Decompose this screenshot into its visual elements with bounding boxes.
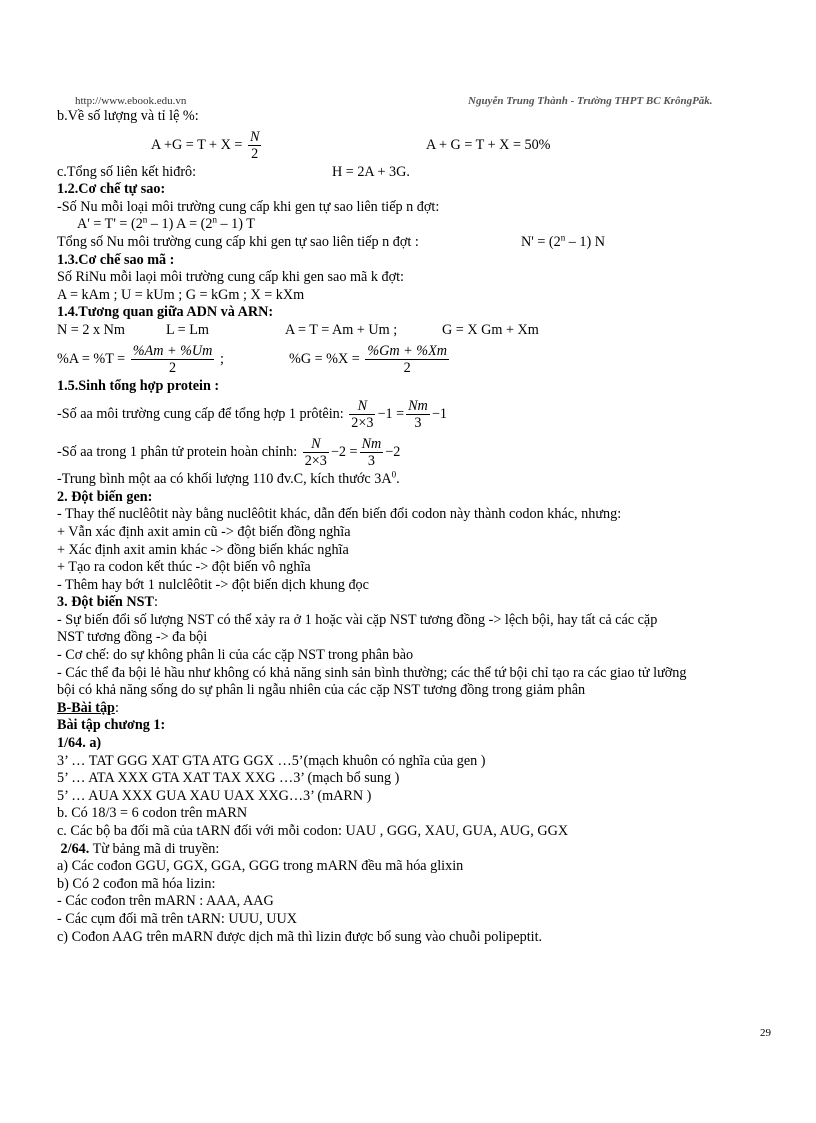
text-line: -Số Nu mỗi loại môi trường cung cấp khi gen tự sao liên tiếp n đợt: [57,198,440,215]
page-number: 29 [760,1027,771,1039]
section-heading: 1.2.Cơ chế tự sao: [57,181,166,198]
text-line: $A' = T' = (2^n - 1) A = (2^n - 1)$ T [77,214,255,233]
subsection-heading: Bài tập chương 1: [57,717,166,734]
text-line: N = 2 x Nm L = Lm A = T = Am + Um ; G = X Gm + Xm [57,321,539,338]
section-heading: B-Bài tập: [57,699,119,716]
text-line: - Các thể đa bội lẻ hầu như không có khả năng sinh sản bình thường; các thể tứ bội chỉ tạo ra các giao tử lưỡng [57,664,687,681]
text-line: b.Về số lượng và tỉ lệ %: [57,108,199,124]
fraction: $\frac{N}{2\times 3}$ [351,398,374,432]
text-line: 5’ … AUA XXX GUA XAU UAX XXG…3’ (mARN ) [57,787,372,804]
text-line: c.Tổng số liên kết hiđrô: H = 2A + 3G. [57,163,410,180]
text-line: 5’ … ATA XXX GTA XAT TAX XXG …3’ (mạch bổ sung ) [57,770,400,787]
fraction: $\frac{Nm}{3}$ [361,436,382,470]
text-line: + Xác định axit amin khác -> đồng biến khác nghĩa [57,541,349,558]
text-line: a) Các cođon GGU, GGX, GGA, GGG trong mARN đều mã hóa glixin [57,858,464,875]
section-heading: 2. Đột biến gen: [57,488,153,505]
exercise-heading: 1/64. a) [57,735,102,752]
section-heading: 1.3.Cơ chế sao mã : [57,251,175,268]
section-heading: 3. Đột biến NST: [57,594,158,611]
text-line: + Vẫn xác định axit amin cũ -> đột biến đồng nghĩa [57,523,351,540]
text-line: NST tương đồng -> đa bội [57,629,208,646]
formula-lhs: A +G = T + X = $\frac{N}{2}$ [151,128,260,162]
content [57,108,787,946]
text-line: Số RiNu mỗi laọi môi trường cung cấp khi gen sao mã k đợt: [57,269,404,286]
text-line: c) Cođon AAG trên mARN được dịch mã thì lizin được bổ sung vào chuỗi polipeptit. [57,928,543,945]
text-line: - Sự biến đổi số lượng NST có thể xảy ra ở 1 hoặc vài cặp NST tương đồng -> lệch bội, hay tất cả các cặp [57,611,658,628]
text-line: - Các cođon trên mARN : AAA, AAG [57,893,274,910]
text-line: - Các cụm đối mã trên tARN: UUU, UUX [57,910,297,927]
section-heading: 1.4.Tương quan giữa ADN và ARN: [57,304,274,321]
fraction: $\frac{N}{2}$ [249,128,260,162]
exercise-heading: 2/64. Từ bảng mã di truyền: [60,840,220,857]
text-line: - Thay thế nuclêôtit này bằng nuclêôtit khác, dẫn đến biến đổi codon này thành codon khác, nhưng: [57,506,622,523]
text-line: -Trung bình một aa có khối lượng 110 đv.C, kích thước $3A^0$. [57,469,400,488]
text-line: - Cơ chế: do sự không phân li của các cặp NST trong phân bào [57,647,414,664]
text-line: Tổng số Nu môi trường cung cấp khi gen tự sao liên tiếp n đợt : $N' = (2^n - 1)$ N [57,232,606,250]
formula-line: -Số aa trong 1 phân tử protein hoàn chỉnh: $\frac{N}{2\times 3}$ −2 = $\frac{Nm}{3}$ −2 [57,436,401,470]
formula-line [57,126,787,164]
formula-line: %A = %T = $\frac{\%Am + \%Um}{2}$ ; %G = %X = $\frac{\%Gm + \%Xm}{2}$ [57,342,448,376]
fraction: $\frac{\%Gm + \%Xm}{2}$ [367,342,448,376]
text-line: b) Có 2 cođon mã hóa lizin: [57,875,216,892]
formula-right: A + G = T + X = 50% [426,136,551,153]
text-line: c. Các bộ ba đối mã của tARN đối với mỗi codon: UAU , GGG, XAU, GUA, AUG, GGX [57,823,569,839]
header-url: http://www.ebook.edu.vn [75,95,187,107]
text-line: 3’ … TAT GGG XAT GTA ATG GGX …5’(mạch khuôn có nghĩa của gen ) [57,752,486,769]
fraction: $\frac{N}{2\times 3}$ [304,436,327,470]
text-line: + Tạo ra codon kết thúc -> đột biến vô nghĩa [57,559,311,576]
text-line: - Thêm hay bớt 1 nulclêôtit -> đột biến dịch khung đọc [57,576,369,593]
header-author: Nguyễn Trung Thành - Trường THPT BC KrôngPăk. [468,95,713,107]
section-heading: 1.5.Sinh tổng hợp protein : [57,377,220,394]
formula-line: -Số aa môi trường cung cấp để tổng hợp 1 prôtêin: $\frac{N}{2\times 3}$ −1 = $\frac{Nm}{3}$ −1 [57,398,447,432]
fraction: $\frac{\%Am + \%Um}{2}$ [132,342,213,376]
fraction: $\frac{Nm}{3}$ [408,398,428,432]
text-line: bội có khả năng sống do sự phân li ngẫu nhiên của các cặp NST tương đồng trong giảm phân [57,682,586,699]
text-line: A = kAm ; U = kUm ; G = kGm ; X = kXm [57,286,305,303]
text-line: b. Có 18/3 = 6 codon trên mARN [57,805,248,822]
